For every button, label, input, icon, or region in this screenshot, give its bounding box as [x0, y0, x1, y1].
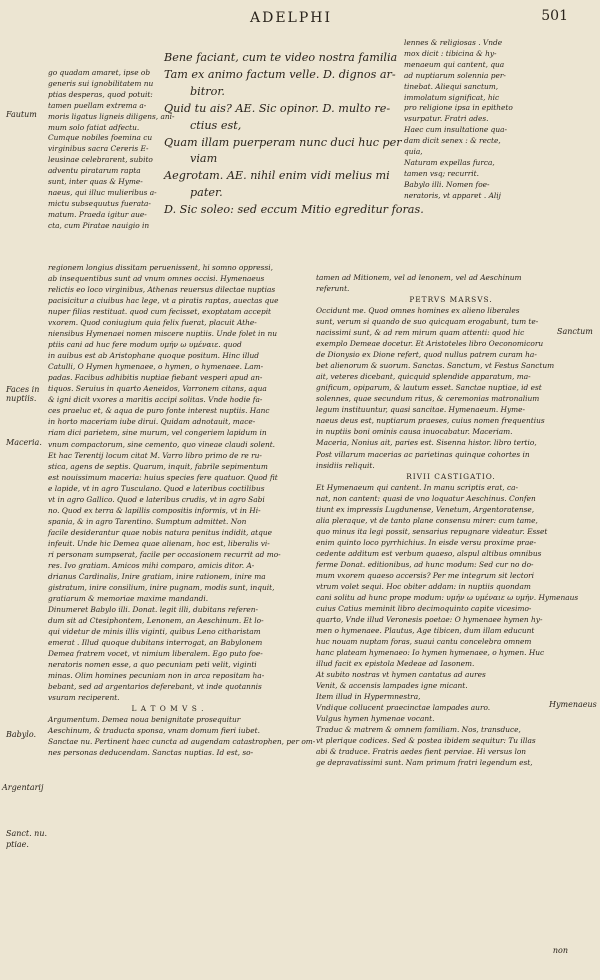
commentary-line: Aeschinum, & traducta sponsa, vnam domum fieri iubet.: [48, 726, 260, 736]
commentary-line: Maceria, Nonius ait, paries est. Sisenna histor. libro tertio,: [316, 438, 537, 448]
gloss-line: adventu piratarum rapta: [48, 166, 141, 176]
commentary-line: riam dici parietem, sine murum, vel congeriem lapidum in: [48, 428, 267, 438]
sidenote-fautum: Fautum: [6, 110, 37, 119]
commentary-line: insidiis reliquit.: [316, 460, 375, 470]
commentary-line: qui videtur de minis illis viginti, quibus Leno citharistam: [48, 627, 261, 637]
verse-line: Quid tu ais? AE. Sic opinor. D. multo re-: [164, 101, 391, 115]
sidenote-babylo: Babylo.: [6, 730, 37, 739]
commentary-line: ri personam sumpserat, facile per occasionem recurrit ad mo-: [48, 549, 281, 559]
commentary-line: Demea fratrem vocet, vt nimium liberalem. Ego puto foe-: [48, 649, 263, 659]
commentary-left-column: [48, 262, 316, 758]
latomus-heading: L A T O M V S .: [131, 704, 205, 714]
commentary-line: referunt.: [316, 284, 350, 294]
gloss-line: matum. Praeda igitur aue-: [48, 209, 147, 219]
commentary-line: in auibus est ab Aristophane quoque positum. Hinc illud: [48, 351, 260, 361]
gloss-line: leusinae celebrarent, subito: [48, 155, 153, 165]
commentary-line: stica, agens de septis. Quarum, inquit, fabrile sepimentum: [48, 461, 268, 471]
gloss-line: lennes & religiosas . Vnde: [404, 38, 503, 47]
commentary-line: drianus Cardinalis, Inire gratiam, inire rationem, inire ma: [48, 571, 266, 581]
verse-line: Bene faciant, cum te video nostra familia: [164, 51, 398, 64]
commentary-line: tiquos. Seruius in quarto Aeneidos, Varronem citans, aqua: [48, 384, 267, 394]
verse-line: ctius est,: [190, 118, 242, 132]
commentary-line: legum instituuntur, quasi sancitae. Hymenaeum. Hyme-: [316, 405, 526, 415]
commentary-line: exemplo Demeae docetur. Et Aristoteles libro Oeconomicoru: [316, 339, 544, 349]
gloss-line: ad nuptiarum solennia per-: [404, 70, 506, 80]
commentary-line: Sanctae nu. Pertinent haec cuncta ad augendam catastrophen, per om-: [48, 737, 316, 747]
commentary-line: Vulgus hymen hymenae vocant.: [316, 714, 435, 724]
commentary-line: ptiis cani ad huc fere modum υμήν ω υμέναιε. quod: [48, 340, 242, 350]
gloss-line: tamen puellam extrema a-: [48, 100, 147, 110]
commentary-line: bebant, sed ad argentarios deferebant, vt inde quotannis: [48, 682, 262, 692]
verse-line: Quam illam puerperam nunc duci huc per: [164, 135, 402, 149]
commentary-line: nat, non cantent: quasi de vno loquatur Aeschinus. Confen: [316, 493, 536, 503]
commentary-line: cuius Catius meminit libro decimoquinto capite vicesimo-: [316, 603, 532, 613]
gloss-line: mictu subsequutus fuerata-: [48, 198, 151, 208]
catchword: non: [552, 946, 568, 955]
commentary-line: padas. Facibus adhibitis nuptiae fiebant vesperi apud an-: [48, 373, 263, 383]
commentary-line: Catulli, O Hymen hymenaee, o hymen, o hymenaee. Lam-: [48, 362, 264, 372]
commentary-line: mum vxorem quaeso accersis? Per me integrum sit lectori: [316, 570, 535, 580]
commentary-line: minas. Olim homines pecuniam non in arca repositam ha-: [48, 671, 265, 681]
commentary-line: quo minus ita legi possit, sensarius repugnare videatur. Esset: [316, 526, 548, 536]
gloss-line: moris ligatus ligneis diligens, ani-: [48, 111, 175, 121]
running-title: ADELPHI: [250, 10, 333, 26]
commentary-line: men o hymenaee. Plautus, Age tibicen, dum illam educunt: [316, 626, 535, 635]
commentary-line: gnificum, opiparum, & lautum esset. Sanctae nuptiae, id est: [316, 383, 542, 393]
gloss-line: naeus, qui illuc mulieribus a-: [48, 187, 157, 197]
commentary-line: Argumentum. Demea noua benignitate prosequitur: [48, 715, 241, 725]
commentary-line: vsuram reciperent.: [48, 693, 120, 703]
commentary-line: pacisicitur a ciuibus hac lege, vt a piratis raptas, auectas que: [48, 296, 279, 306]
commentary-line: ces praeluc et, & aqua de puro fonte interest nuptiis. Hanc: [48, 406, 270, 416]
commentary-line: nes personas deducendam. Sanctas nuptias. Id est, so-: [48, 748, 254, 758]
commentary-line: cedente additum est verbum quaeso, alspul altibus omnibus: [316, 548, 542, 558]
marsus-heading: PETRVS MARSVS.: [409, 295, 493, 305]
gloss-line: tinebat. Aliequi sanctum,: [404, 81, 499, 91]
commentary-line: ab insequentibus sunt ad vnum omnes occisi. Hymenaeus: [48, 274, 265, 284]
commentary-line: naeus deus est, nuptiarum praeses, cuius nomen frequentius: [316, 416, 545, 426]
commentary-line: vt plerique codices. Sed & postea ibidem sequitur: Tu illas: [316, 736, 536, 746]
commentary-line: Traduc & matrem & omnem familiam. Nos, transduce,: [316, 725, 521, 735]
rivius-heading: RIVII CASTIGATIO.: [406, 471, 496, 481]
commentary-line: in horto maceriam iube dirui. Quidam adnotauit, mace-: [48, 417, 256, 427]
gloss-line: pro religione ipsa in epitheto: [404, 103, 513, 113]
gloss-line: Naturam expellas furca,: [404, 157, 495, 167]
commentary-line: cani solitu ad hunc prope modum: υμήν ω υμέναιε ω υμήν. Hymenaus: [316, 592, 579, 602]
commentary-line: sunt, verum si quando de suo quicquam erogabunt, tum te-: [316, 317, 539, 327]
gloss-line: Haec cum insultatione qua-: [404, 125, 508, 135]
gloss-line: generis sui ignobilitatem nu: [48, 78, 154, 88]
commentary-line: niensibus Hymenaei nomen miscere nuptiis. Unde folet in nu: [48, 329, 278, 339]
commentary-line: gratiarum & memoriae maxime mandandi.: [48, 593, 209, 603]
commentary-line: de Dionysio ex Dione refert, quod nullus patrem curam ha-: [316, 350, 537, 360]
commentary-line: facile desiderantur quae nobis natura penitus indidit, atque: [48, 527, 272, 537]
commentary-line: ge depravatissimi sunt. Nam primum fratri legendum est,: [316, 758, 533, 768]
page-number: 501: [541, 8, 568, 24]
commentary-line: gistratum, inire consilium, inire pugnam, modis sunt, inquit,: [48, 582, 275, 592]
commentary-line: Post villarum macerias ac parietinas quinque cohortes in: [316, 449, 530, 459]
verse-line: Tam ex animo factum velle. D. dignos ar-: [164, 67, 396, 81]
commentary-line: e lapide, vt in agro Tusculano. Quod e lateribus coctilibus: [48, 483, 265, 493]
commentary-line: huc nouam nuptam foras, suaui cantu concelebra omnem: [316, 637, 532, 647]
commentary-line: spania, & in agro Tarentino. Sumptum admittet. Non: [48, 516, 247, 526]
commentary-line: Dinumeret Babylo illi. Donat. legit illi, dubitans referen-: [48, 604, 259, 614]
gloss-line: ptias desperas, quod potuit:: [48, 89, 153, 99]
commentary-line: res. Ivo gratiam. Amicos mihi comparo, amicis ditor. A-: [48, 560, 255, 570]
commentary-line: bet alienorum & suorum. Sanctas. Sanctum, vt Festus Sanctum: [316, 361, 555, 371]
commentary-line: vt in agro Gallico. Quod e lateribus crudis, vt in agro Sabi: [48, 494, 265, 504]
commentary-line: Et hac Terentij locum citat M. Varro libro primo de re ru-: [48, 450, 262, 460]
commentary-line: no. Quod ex terra & lapillis compositis informis, vt in Hi-: [48, 505, 261, 515]
commentary-line: At subito nostras vt hymen cantatus ad aures: [316, 670, 486, 680]
gloss-line: virginibus sacra Cereris E-: [48, 144, 149, 154]
commentary-line: neratoris nomen esse, a quo pecuniam peti velit, viginti: [48, 660, 257, 670]
commentary-line: illud facit ex epistola Medeae ad Iasonem.: [316, 659, 475, 669]
verse-line: bitror.: [190, 84, 225, 98]
gloss-line: vsurpatur. Fratri ades.: [404, 114, 489, 124]
gloss-line: mum solo fatiat adfectu.: [48, 122, 140, 132]
gloss-line: Cumque nobiles foemina cu: [48, 133, 153, 143]
commentary-line: est nouissimum maceria: huius species fere quatuor. Quod fit: [48, 472, 278, 482]
gloss-line: quia,: [404, 147, 423, 157]
sidenote-argentarij: Argentarij: [2, 783, 44, 792]
gloss-line: tamen vsq; recurrit.: [404, 168, 479, 178]
sidenote-sanct-nu: Sanct. nu.: [6, 829, 48, 838]
commentary-line: in nuptiis boni ominis causa inuocabatur. Maceriam.: [316, 427, 513, 437]
commentary-line: emerat . Illud quoque dubitans interrogat, an Babylonem: [48, 638, 263, 648]
sidenote-ptiae: ptiae.: [6, 840, 29, 849]
commentary-line: infeuit. Unde hic Demea quae alienam, hoc est, liberalis vi-: [48, 538, 270, 548]
commentary-line: dum sit ad Ctesiphontem, Lenonem, an Aeschinum. Et lo-: [48, 616, 264, 625]
verse-line: viam: [190, 152, 218, 166]
commentary-line: nacissimi sunt, & ad rem mirum quam attenti: quod hic: [316, 328, 525, 338]
commentary-line: tamen ad Mitionem, vel ad lenonem, vel ad Aeschinum: [316, 273, 522, 282]
gloss-line: cta, cum Piratae nauigio in: [48, 220, 150, 230]
sidenote-maceria: Maceria.: [6, 438, 42, 447]
commentary-line: solennes, quae secundum ritus, & ceremonias matronalium: [316, 394, 540, 404]
commentary-line: regionem longius dissitam peruenissent, hi somno oppressi,: [48, 263, 273, 272]
gloss-line: neratoris, vt apparet . Alij: [404, 190, 501, 200]
commentary-line: Et Hymenaeum qui cantent. In manu scriptis erat, ca-: [316, 482, 519, 492]
gloss-top-right: [404, 38, 584, 202]
commentary-line: nuper filias restituat. quod cum fecisset, exoptatam accepit: [48, 307, 272, 317]
gloss-line: sunt, inter quas & Hyme-: [48, 177, 143, 187]
gloss-line: menaeum qui cantent, qua: [404, 59, 505, 69]
commentary-line: Venit, & accensis lampades igne micant.: [316, 681, 468, 691]
verse-line: Aegrotam. AE. nihil enim vidi melius mi: [164, 169, 390, 183]
commentary-line: quarto, Vnde illud Veronesis poetae: O hymenaee hymen hy-: [316, 614, 543, 624]
commentary-right-column: [316, 272, 586, 768]
commentary-line: abi & traduce. Fratris aedes fient perviae. Hi versus lon: [316, 747, 527, 757]
commentary-line: vxorem. Quod coniugium quia felix fuerat, placuit Athe-: [48, 318, 257, 328]
commentary-line: hanc plateam hymenaeo: Io hymen hymenaee, o hymen. Huc: [316, 648, 545, 658]
commentary-line: ferme Donat. editionibus, ad hunc modum: Sed cur no do-: [316, 559, 534, 569]
gloss-line: go quadam amaret, ipse ob: [48, 68, 151, 77]
commentary-line: tiunt ex impressis Lugdunense, Venetum, Argentoratense,: [316, 504, 535, 514]
commentary-line: relictis eo loco virginibus, Athenas reuersus dilectae nuptias: [48, 285, 276, 295]
sidenote-hymenaeus: Hymenaeus: [549, 700, 597, 709]
commentary-line: Vndique collucent praecinctae lampades auro.: [316, 703, 491, 713]
gloss-line: Babylo illi. Nomen foe-: [404, 179, 490, 189]
commentary-line: vnum compactorum, sine cemento, quo vineae claudi solent.: [48, 439, 276, 449]
verse-line: pater.: [190, 186, 223, 200]
commentary-line: enim quinto loco pyrrhichius. In eisde versu proxime prae-: [316, 537, 537, 547]
commentary-line: vtrum volet sequi. Hoc obiter addam: in nuptiis quondam: [316, 581, 531, 591]
gloss-top-left: [48, 68, 175, 232]
verse-line: D. Sic soleo: sed eccum Mitio egreditur foras.: [164, 203, 424, 217]
sidenote-sanctum: Sanctum: [557, 327, 593, 336]
gloss-line: mox dicit : tibicina & hy-: [404, 48, 497, 58]
commentary-line: alia pleraque, vt de tanto plane consensu mirer: cum tame,: [316, 515, 538, 525]
commentary-line: Occidunt me. Quod omnes homines ex alieno liberales: [316, 306, 520, 316]
commentary-line: Item illud in Hypermnestra,: [316, 692, 421, 702]
commentary-line: & igni dicit vxores a maritis accipi solitas. Vnde hodie fa-: [48, 395, 263, 405]
gloss-line: dam dicit senex : & recte,: [404, 136, 501, 146]
gloss-line: immolatum significat, hic: [404, 92, 500, 102]
commentary-line: ait, veteres dicebant, quicquid splendide apparatum, ma-: [316, 372, 531, 382]
sidenote-faces: Faces in nuptiis.: [6, 385, 40, 403]
